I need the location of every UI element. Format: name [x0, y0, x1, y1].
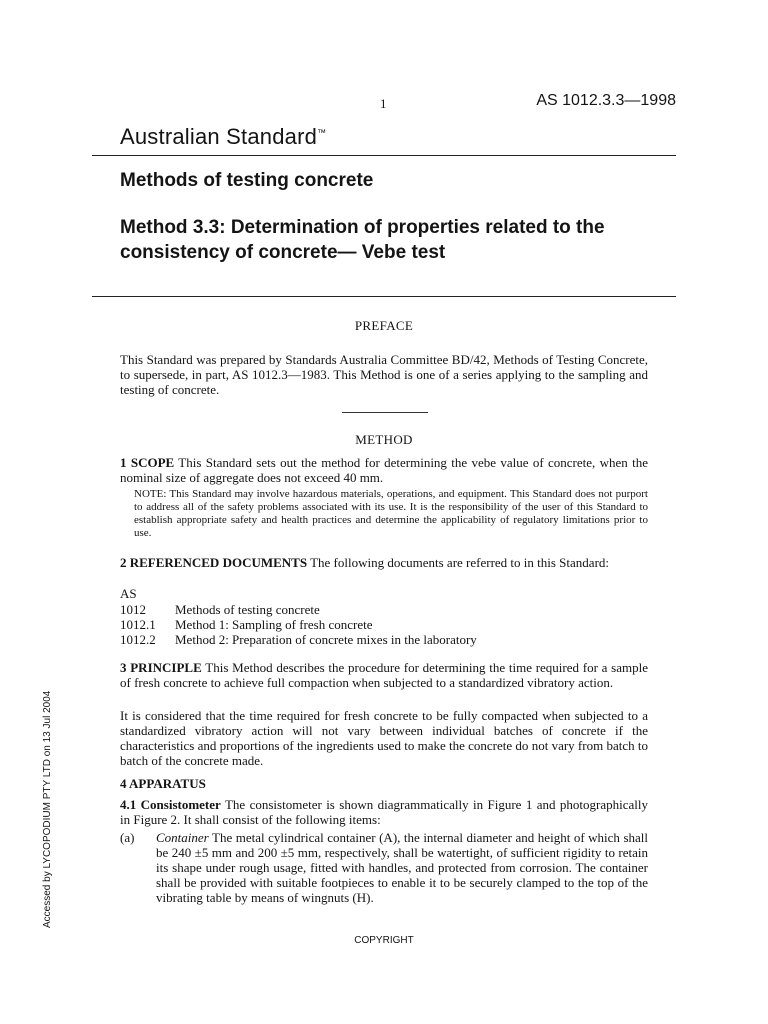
title-rule [92, 296, 676, 297]
consistometer-label: 4.1 Consistometer [120, 797, 221, 812]
principle-label: 3 PRINCIPLE [120, 660, 202, 675]
principle-paragraph-2: It is considered that the time required for fresh concrete to be fully compacted when subjected to a standardized vibratory action will not vary between individual batches of concrete if the characteristics and proportions of the ingredients used to make the concrete do not vary from batch to batch of the concrete made. [120, 708, 648, 768]
container-text: The metal cylindrical container (A), the internal diameter and height of which shall be 240 ±5 mm and 200 ±5 mm, respectively, shall be watertight, of sufficient rigidity to retain its shape under rough usage, fitted with handles, and protected from corrosion. The container shall be provided with suitable footpieces to enable it to be securely clamped to the top of the vibrating table by means of wingnuts (H). [156, 830, 648, 905]
reference-code: 1012.1 [120, 617, 156, 632]
preface-heading: PREFACE [354, 318, 414, 333]
document-title: Methods of testing concrete [120, 170, 374, 191]
method-heading: METHOD [355, 432, 413, 447]
principle-text: This Method describes the procedure for determining the time required for a sample of fresh concrete to achieve full compaction when subjected to a standardized vibratory action. [120, 660, 649, 690]
item-label: (a) [120, 830, 135, 845]
note-paragraph: NOTE: This Standard may involve hazardous materials, operations, and equipment. This Standard does not purport to address all of the safety problems associated with its use. It is the responsibility of the user of this Standard to establish appropriate safety and health practices and determine the applicability of regulatory limitations prior to use. [134, 488, 648, 539]
scope-text: This Standard sets out the method for determining the vebe value of concrete, when the nominal size of aggregate does not exceed 40 mm. [120, 455, 649, 485]
container-title: Container [156, 830, 209, 845]
referenced-documents-paragraph [120, 555, 648, 570]
brand-title [120, 124, 326, 150]
scope-paragraph [120, 455, 648, 485]
trademark-symbol: ™ [317, 127, 327, 138]
consistometer-paragraph [120, 797, 648, 827]
referenced-label: 2 REFERENCED DOCUMENTS [120, 555, 308, 570]
page-number: 1 [380, 96, 387, 111]
container-item [156, 830, 648, 905]
apparatus-heading: 4 APPARATUS [120, 776, 206, 791]
reference-title: Method 2: Preparation of concrete mixes in the laboratory [175, 632, 477, 647]
section-divider [342, 412, 428, 413]
scope-label: 1 SCOPE [120, 455, 175, 470]
as-label: AS [120, 586, 137, 601]
principle-paragraph [120, 660, 648, 690]
referenced-text: The following documents are referred to in this Standard: [307, 555, 610, 570]
header-rule [92, 155, 676, 156]
brand-name: Australian Standard [120, 124, 318, 149]
preface-text: This Standard was prepared by Standards Australia Committee BD/42, Methods of Testing Concrete, to supersede, in part, AS 1012.3—1983. This Method is one of a series applying to the sampling and testing of concrete. [120, 352, 648, 397]
reference-title: Methods of testing concrete [175, 602, 320, 617]
method-title: Method 3.3: Determination of properties related to the consistency of concrete— Vebe test [120, 217, 605, 263]
consistometer-text: The consistometer is shown diagrammatically in Figure 1 and photographically in Figure 2. It shall consist of the following items: [120, 797, 649, 827]
access-watermark: Accessed by LYCOPODIUM PTY LTD on 13 Jul 2004 [42, 690, 53, 928]
reference-code: 1012.2 [120, 632, 156, 647]
reference-row [120, 617, 372, 632]
reference-title: Method 1: Sampling of fresh concrete [175, 617, 373, 632]
reference-row [120, 602, 320, 617]
reference-row [120, 632, 477, 647]
standard-code: AS 1012.3.3—1998 [536, 92, 676, 109]
reference-code: 1012 [120, 602, 146, 617]
copyright-notice: COPYRIGHT [354, 935, 414, 946]
